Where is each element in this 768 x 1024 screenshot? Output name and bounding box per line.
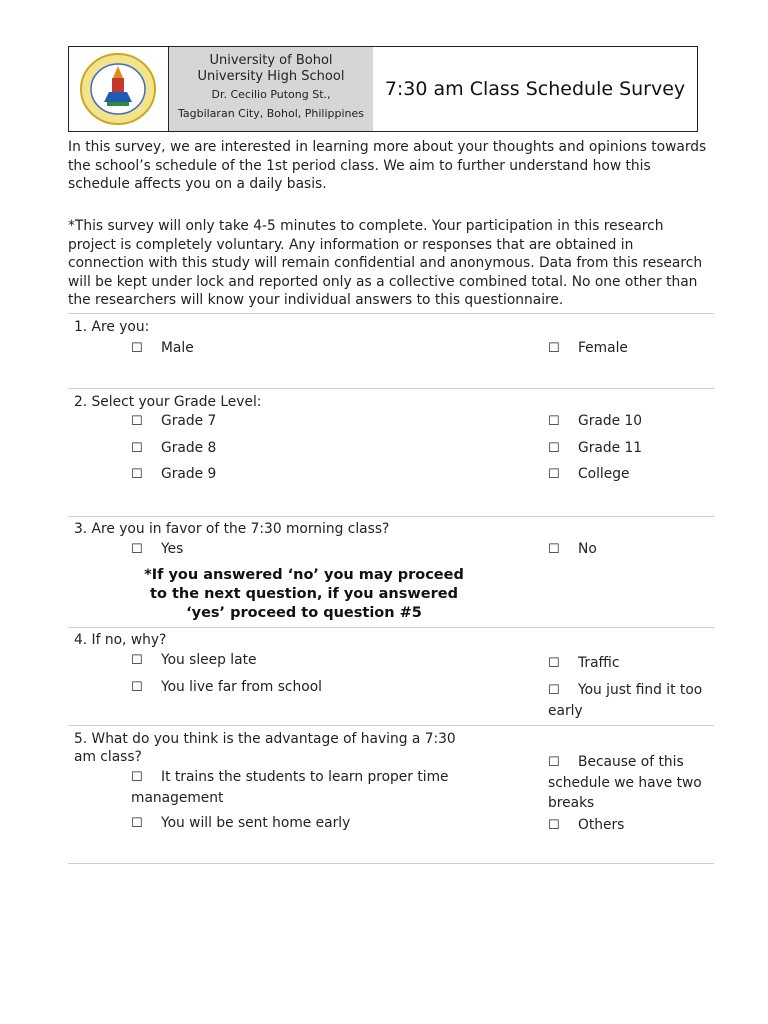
disclaimer-paragraph: *This survey will only take 4-5 minutes to complete. Your participation in this research project is completely voluntary. Any information or responses that are obtained in connection with this study will remain confidential and anonymous. Data from this research will be kept under lock and reported only as a collective combined total. No one other than the researchers will know your individual answers to this questionnaire. (68, 218, 703, 308)
skip-instruction-note: *If you answered ‘no’ you may proceed to the next question, if you answered ‘yes’ proceed to question #5 (144, 567, 464, 621)
option-grade-7[interactable]: ☐ Grade 7 (131, 411, 216, 432)
school-name: University of Bohol (209, 53, 333, 68)
option-male[interactable]: ☐ Male (131, 338, 194, 359)
checkbox-icon[interactable]: ☐ (131, 653, 143, 668)
checkbox-icon[interactable]: ☐ (548, 755, 560, 770)
checkbox-icon[interactable]: ☐ (548, 818, 560, 833)
option-live-far[interactable]: ☐ You live far from school (131, 677, 322, 698)
option-grade-11[interactable]: ☐ Grade 11 (548, 438, 642, 459)
divider (68, 725, 714, 726)
checkbox-icon[interactable]: ☐ (548, 467, 560, 482)
option-too-early[interactable]: ☐ You just find it too early (548, 682, 703, 719)
unit-name: University High School (197, 69, 345, 84)
page-title: 7:30 am Class Schedule Survey (384, 78, 686, 100)
school-seal-logo (79, 52, 157, 126)
option-female[interactable]: ☐ Female (548, 338, 628, 359)
question-5: 5. What do you think is the advantage of having a 7:30 am class? (74, 731, 456, 765)
street-address: Dr. Cecilio Putong St., (211, 88, 331, 101)
question-3: 3. Are you in favor of the 7:30 morning class? (74, 521, 390, 537)
checkbox-icon[interactable]: ☐ (131, 341, 143, 356)
checkbox-icon[interactable]: ☐ (131, 441, 143, 456)
option-two-breaks[interactable]: ☐ Because of this schedule we have two breaks (548, 754, 702, 811)
checkbox-icon[interactable]: ☐ (131, 816, 143, 831)
option-grade-8[interactable]: ☐ Grade 8 (131, 438, 216, 459)
option-sent-home-early[interactable]: ☐ You will be sent home early (131, 813, 350, 834)
option-no[interactable]: ☐ No (548, 539, 597, 560)
divider (68, 863, 714, 864)
city-address: Tagbilaran City, Bohol, Philippines (177, 107, 365, 120)
option-grade-10[interactable]: ☐ Grade 10 (548, 411, 642, 432)
checkbox-icon[interactable]: ☐ (131, 414, 143, 429)
checkbox-icon[interactable]: ☐ (131, 467, 143, 482)
checkbox-icon[interactable]: ☐ (548, 542, 560, 557)
checkbox-icon[interactable]: ☐ (548, 683, 560, 698)
option-college[interactable]: ☐ College (548, 464, 629, 485)
question-1: 1. Are you: (74, 319, 150, 335)
checkbox-icon[interactable]: ☐ (548, 656, 560, 671)
checkbox-icon[interactable]: ☐ (548, 414, 560, 429)
question-2: 2. Select your Grade Level: (74, 394, 262, 410)
checkbox-icon[interactable]: ☐ (131, 542, 143, 557)
school-address-block (169, 47, 373, 131)
divider (68, 388, 714, 389)
divider (68, 516, 714, 517)
option-grade-9[interactable]: ☐ Grade 9 (131, 464, 216, 485)
divider (68, 313, 714, 314)
question-4: 4. If no, why? (74, 632, 167, 648)
option-yes[interactable]: ☐ Yes (131, 539, 183, 560)
option-traffic[interactable]: ☐ Traffic (548, 653, 619, 674)
checkbox-icon[interactable]: ☐ (131, 770, 143, 785)
checkbox-icon[interactable]: ☐ (548, 441, 560, 456)
logo-cell (69, 47, 169, 131)
survey-header (68, 46, 698, 132)
divider (68, 627, 714, 628)
intro-paragraph: In this survey, we are interested in learning more about your thoughts and opinions towards the school’s schedule of the 1st period class. We aim to further understand how this schedule affects you on a daily basis. (68, 139, 707, 192)
option-others[interactable]: ☐ Others (548, 815, 624, 836)
checkbox-icon[interactable]: ☐ (548, 341, 560, 356)
option-time-management[interactable]: ☐ It trains the students to learn proper time management (131, 769, 449, 806)
option-sleep-late[interactable]: ☐ You sleep late (131, 650, 257, 671)
checkbox-icon[interactable]: ☐ (131, 680, 143, 695)
